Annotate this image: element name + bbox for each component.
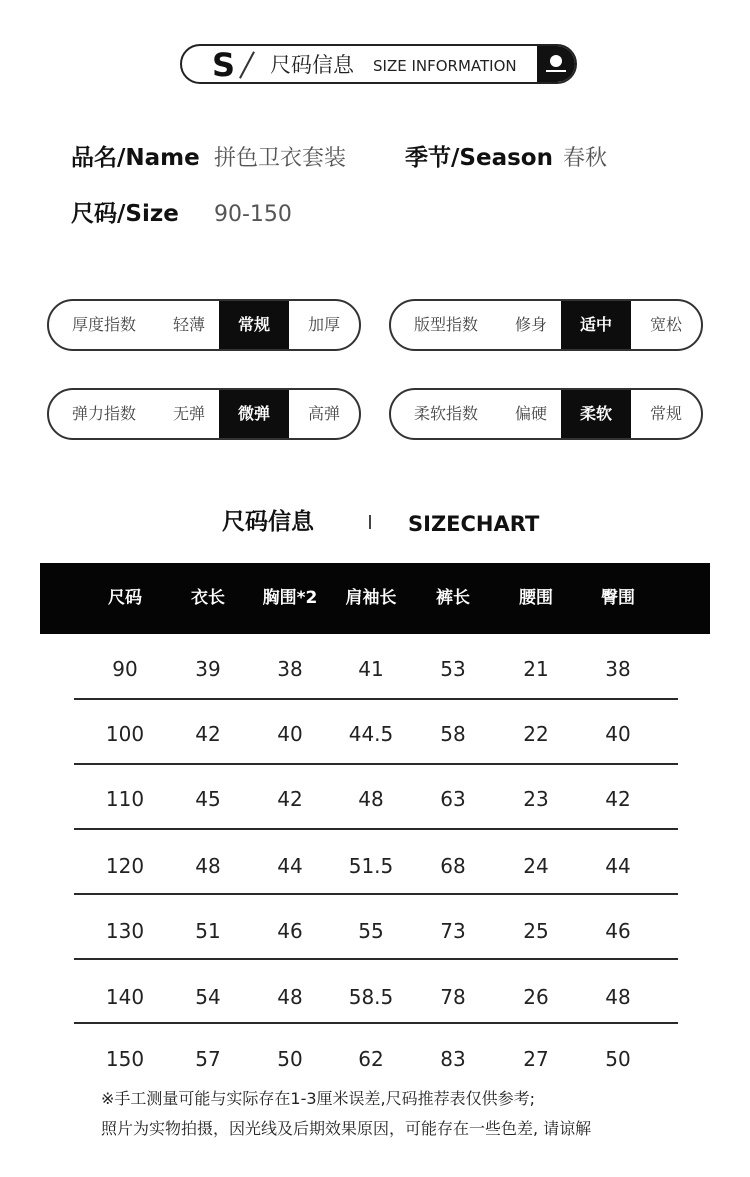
table-cell: 38 <box>277 657 303 681</box>
header-title-en: SIZE INFORMATION <box>373 57 517 75</box>
table-cell: 39 <box>195 657 221 681</box>
table-cell: 44 <box>605 854 631 878</box>
elasticity-index-label: 弹力指数 <box>71 404 136 423</box>
size-table-header <box>40 563 710 634</box>
fit-option-2-selected: 适中 <box>561 301 631 349</box>
row-divider <box>74 828 678 830</box>
thickness-index-pill <box>47 299 361 351</box>
table-cell: 46 <box>605 919 631 943</box>
section-header-pill <box>180 44 577 84</box>
row-divider <box>74 698 678 700</box>
size-label: 尺码/Size <box>71 201 179 227</box>
table-cell: 45 <box>195 787 221 811</box>
color-note: 照片为实物拍摄，因光线及后期效果原因，可能存在一些色差, 请谅解 <box>101 1119 592 1138</box>
table-cell: 62 <box>358 1047 384 1071</box>
table-cell: 100 <box>105 722 145 746</box>
column-header: 裤长 <box>436 588 470 608</box>
table-cell: 73 <box>440 919 466 943</box>
slash-divider <box>239 51 255 78</box>
table-cell: 50 <box>277 1047 303 1071</box>
season-value: 春秋 <box>563 146 608 171</box>
table-cell: 41 <box>358 657 384 681</box>
softness-option-2-selected: 柔软 <box>561 390 631 438</box>
table-cell: 78 <box>440 985 466 1009</box>
fit-index-pill <box>389 299 703 351</box>
table-cell: 90 <box>112 657 138 681</box>
column-header: 尺码 <box>108 588 142 608</box>
sizechart-title-cn: 尺码信息 <box>222 509 314 535</box>
table-cell: 51 <box>195 919 221 943</box>
hanger-icon <box>537 46 575 82</box>
table-cell: 23 <box>523 787 549 811</box>
row-divider <box>74 958 678 960</box>
table-cell: 22 <box>523 722 549 746</box>
table-cell: 54 <box>195 985 221 1009</box>
table-cell: 68 <box>440 854 466 878</box>
table-cell: 120 <box>105 854 145 878</box>
thickness-option-3: 加厚 <box>307 315 340 334</box>
table-cell: 58.5 <box>348 985 394 1009</box>
thickness-option-2-selected: 常规 <box>219 301 289 349</box>
row-divider <box>74 1022 678 1024</box>
table-cell: 57 <box>195 1047 221 1071</box>
table-cell: 55 <box>358 919 384 943</box>
season-label: 季节/Season <box>405 145 553 171</box>
table-cell: 42 <box>195 722 221 746</box>
column-header: 衣长 <box>191 588 225 608</box>
table-cell: 150 <box>105 1047 145 1071</box>
table-cell: 48 <box>358 787 384 811</box>
fit-index-label: 版型指数 <box>413 315 478 334</box>
table-cell: 38 <box>605 657 631 681</box>
fit-option-1: 修身 <box>514 315 547 334</box>
header-title-cn: 尺码信息 <box>270 53 354 77</box>
table-cell: 21 <box>523 657 549 681</box>
table-cell: 25 <box>523 919 549 943</box>
table-cell: 26 <box>523 985 549 1009</box>
table-cell: 40 <box>277 722 303 746</box>
table-cell: 42 <box>277 787 303 811</box>
column-header: 肩袖长 <box>345 588 397 608</box>
table-cell: 83 <box>440 1047 466 1071</box>
elasticity-index-pill <box>47 388 361 440</box>
table-cell: 140 <box>105 985 145 1009</box>
measurement-note: ※手工测量可能与实际存在1-3厘米误差,尺码推荐表仅供参考; <box>101 1089 536 1108</box>
column-header: 臀围 <box>601 588 635 608</box>
table-cell: 63 <box>440 787 466 811</box>
thickness-option-1: 轻薄 <box>172 315 205 334</box>
softness-option-3: 常规 <box>649 404 682 423</box>
table-cell: 42 <box>605 787 631 811</box>
thickness-index-label: 厚度指数 <box>71 315 136 334</box>
softness-option-1: 偏硬 <box>514 404 547 423</box>
table-cell: 48 <box>195 854 221 878</box>
table-cell: 48 <box>277 985 303 1009</box>
title-divider <box>369 515 371 529</box>
table-cell: 51.5 <box>348 854 394 878</box>
table-cell: 40 <box>605 722 631 746</box>
column-header: 腰围 <box>519 588 553 608</box>
table-cell: 53 <box>440 657 466 681</box>
row-divider <box>74 893 678 895</box>
product-name-label: 品名/Name <box>71 145 200 171</box>
elasticity-option-3: 高弹 <box>307 404 340 423</box>
sizechart-title-en: SIZECHART <box>408 512 540 536</box>
size-letter: S <box>212 46 236 84</box>
row-divider <box>74 763 678 765</box>
table-cell: 44.5 <box>348 722 394 746</box>
table-cell: 110 <box>105 787 145 811</box>
table-cell: 50 <box>605 1047 631 1071</box>
fit-option-3: 宽松 <box>649 315 682 334</box>
size-value: 90-150 <box>214 202 292 227</box>
softness-index-label: 柔软指数 <box>413 404 478 423</box>
table-cell: 130 <box>105 919 145 943</box>
table-cell: 46 <box>277 919 303 943</box>
elasticity-option-1: 无弹 <box>172 404 205 423</box>
softness-index-pill <box>389 388 703 440</box>
table-cell: 58 <box>440 722 466 746</box>
column-header: 胸围*2 <box>262 588 318 608</box>
table-cell: 27 <box>523 1047 549 1071</box>
product-name-value: 拼色卫衣套装 <box>214 146 347 171</box>
table-cell: 24 <box>523 854 549 878</box>
table-cell: 44 <box>277 854 303 878</box>
elasticity-option-2-selected: 微弹 <box>219 390 289 438</box>
table-cell: 48 <box>605 985 631 1009</box>
